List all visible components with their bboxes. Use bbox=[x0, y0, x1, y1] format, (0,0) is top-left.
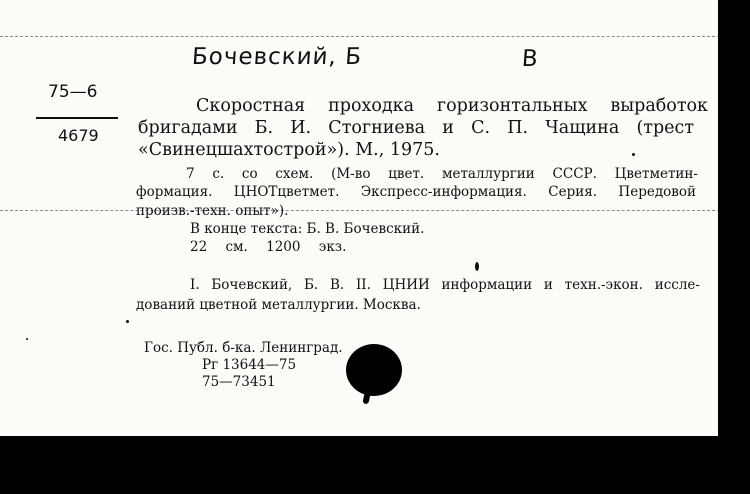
handwritten-author: Бочевский, Б bbox=[191, 44, 363, 70]
classification-number: 75—6 bbox=[48, 82, 98, 102]
library-line-2: Рг 13644—75 bbox=[202, 357, 297, 373]
scan-border-bottom bbox=[0, 436, 750, 494]
ink-speck bbox=[632, 153, 635, 156]
collation-line-1: 7 с. со схем. (М-во цвет. металлургии СССР. Цветметин- bbox=[186, 166, 698, 182]
collation-line-3: произв.-техн. опыт»). bbox=[136, 203, 289, 219]
title-line-1: Скоростная проходка горизонтальных выработок bbox=[196, 96, 708, 116]
title-line-2: бригадами Б. И. Стогниева и С. П. Чащина (трест bbox=[138, 118, 694, 138]
library-line-1: Гос. Публ. б-ка. Ленинград. bbox=[144, 340, 343, 356]
tracings-line-1: I. Бочевский, Б. В. II. ЦНИИ информации и техн.-экон. иссле- bbox=[190, 277, 700, 293]
ink-speck bbox=[475, 262, 479, 271]
scan-border-right bbox=[718, 0, 750, 494]
handwritten-heading bbox=[191, 44, 540, 72]
collation-line-2: формация. ЦНОТцветмет. Экспресс-информация. Серия. Передовой bbox=[136, 184, 696, 200]
note-line: В конце текста: Б. В. Бочевский. bbox=[190, 221, 425, 237]
middle-perforation-line bbox=[0, 210, 720, 211]
inventory-number: 4679 bbox=[58, 126, 99, 145]
ink-speck bbox=[26, 338, 28, 340]
top-perforation-line bbox=[0, 36, 720, 37]
ink-speck bbox=[126, 320, 129, 323]
title-line-3: «Свинецшахтострой»). М., 1975. bbox=[138, 140, 440, 160]
library-line-3: 75—73451 bbox=[202, 374, 276, 390]
tracings-line-2: дований цветной металлургии. Москва. bbox=[136, 297, 421, 313]
ink-blot bbox=[346, 344, 402, 396]
handwritten-initial: В bbox=[520, 46, 540, 72]
shelfmark-divider bbox=[36, 117, 118, 119]
size-copies-line: 22 см. 1200 экз. bbox=[190, 239, 347, 255]
